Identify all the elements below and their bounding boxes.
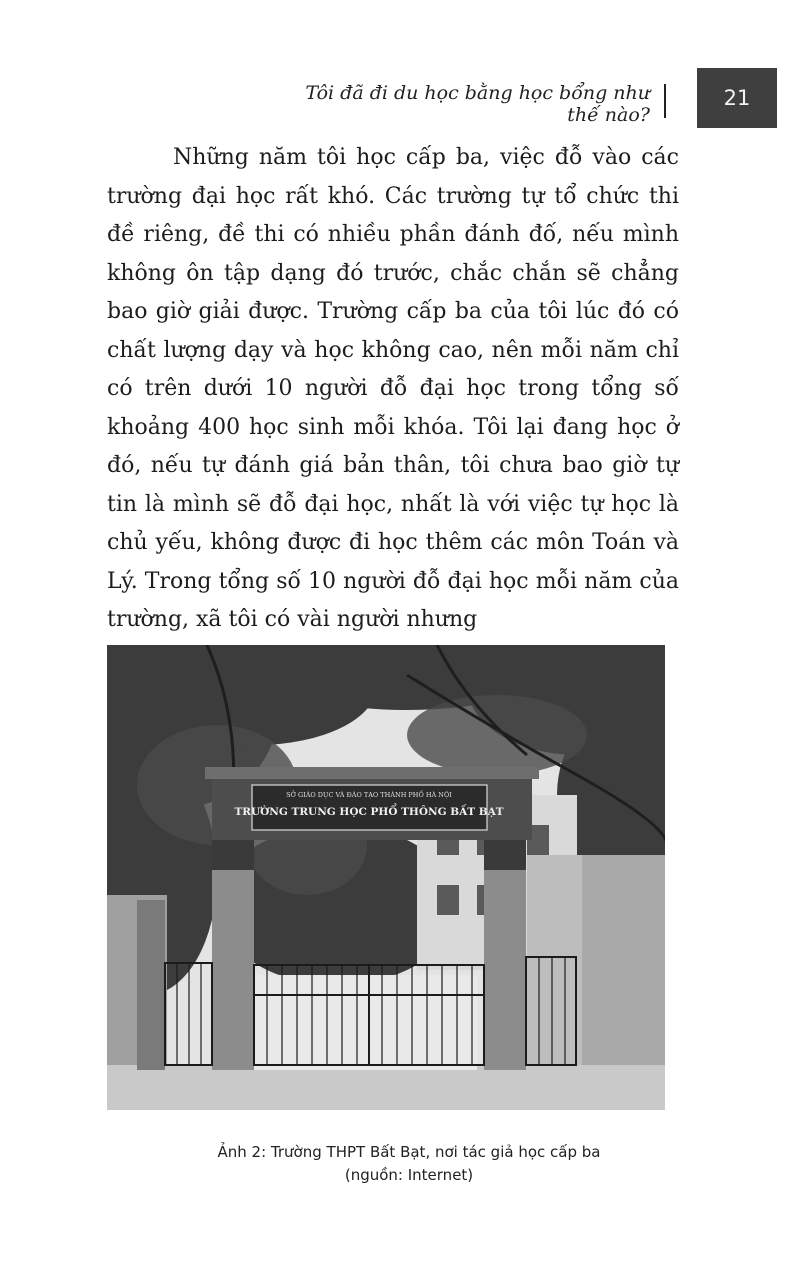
body-paragraph: Những năm tôi học cấp ba, việc đỗ vào các trường đại học rất khó. Các trường tự tổ chức thi đề riêng, đề thi có nhiều phần đánh đố, nếu mình không ôn tập dạng đó trước, chắc chắn sẽ chẳng bao giờ giải được. Trường cấp ba của tôi lúc đó có chất lượng dạy và học không cao, nên mỗi năm chỉ có trên dưới 10 người đỗ đại học trong tổng số khoảng 400 học sinh mỗi khóa. Tôi lại đang học ở đó, nếu tự đánh giá bản thân, tôi chưa bao giờ tự tin là mình sẽ đỗ đại học, nhất là với việc tự học là chủ yếu, không được đi học thêm các môn Toán và Lý. Trong tổng số 10 người đỗ đại học mỗi năm của trường, xã tôi có vài người nhưng — [107, 145, 679, 632]
caption-line-2: (nguồn: Internet) — [344, 1166, 474, 1184]
school-gate-photo — [107, 645, 665, 1110]
page-number: 21 — [697, 68, 777, 128]
caption-line-1: Ảnh 2: Trường THPT Bất Bạt, nơi tác giả học cấp ba — [217, 1143, 601, 1161]
gate-sign-main-text: TRƯỜNG TRUNG HỌC PHỔ THÔNG BẤT BẠT — [234, 806, 504, 818]
photo-caption — [107, 1141, 711, 1187]
running-title: Tôi đã đi du học bằng học bổng như thế nào? — [305, 82, 650, 126]
gate-sign-top-text: SỞ GIÁO DỤC VÀ ĐÀO TẠO THÀNH PHỐ HÀ NỘI — [286, 791, 452, 799]
header-divider — [664, 84, 666, 118]
